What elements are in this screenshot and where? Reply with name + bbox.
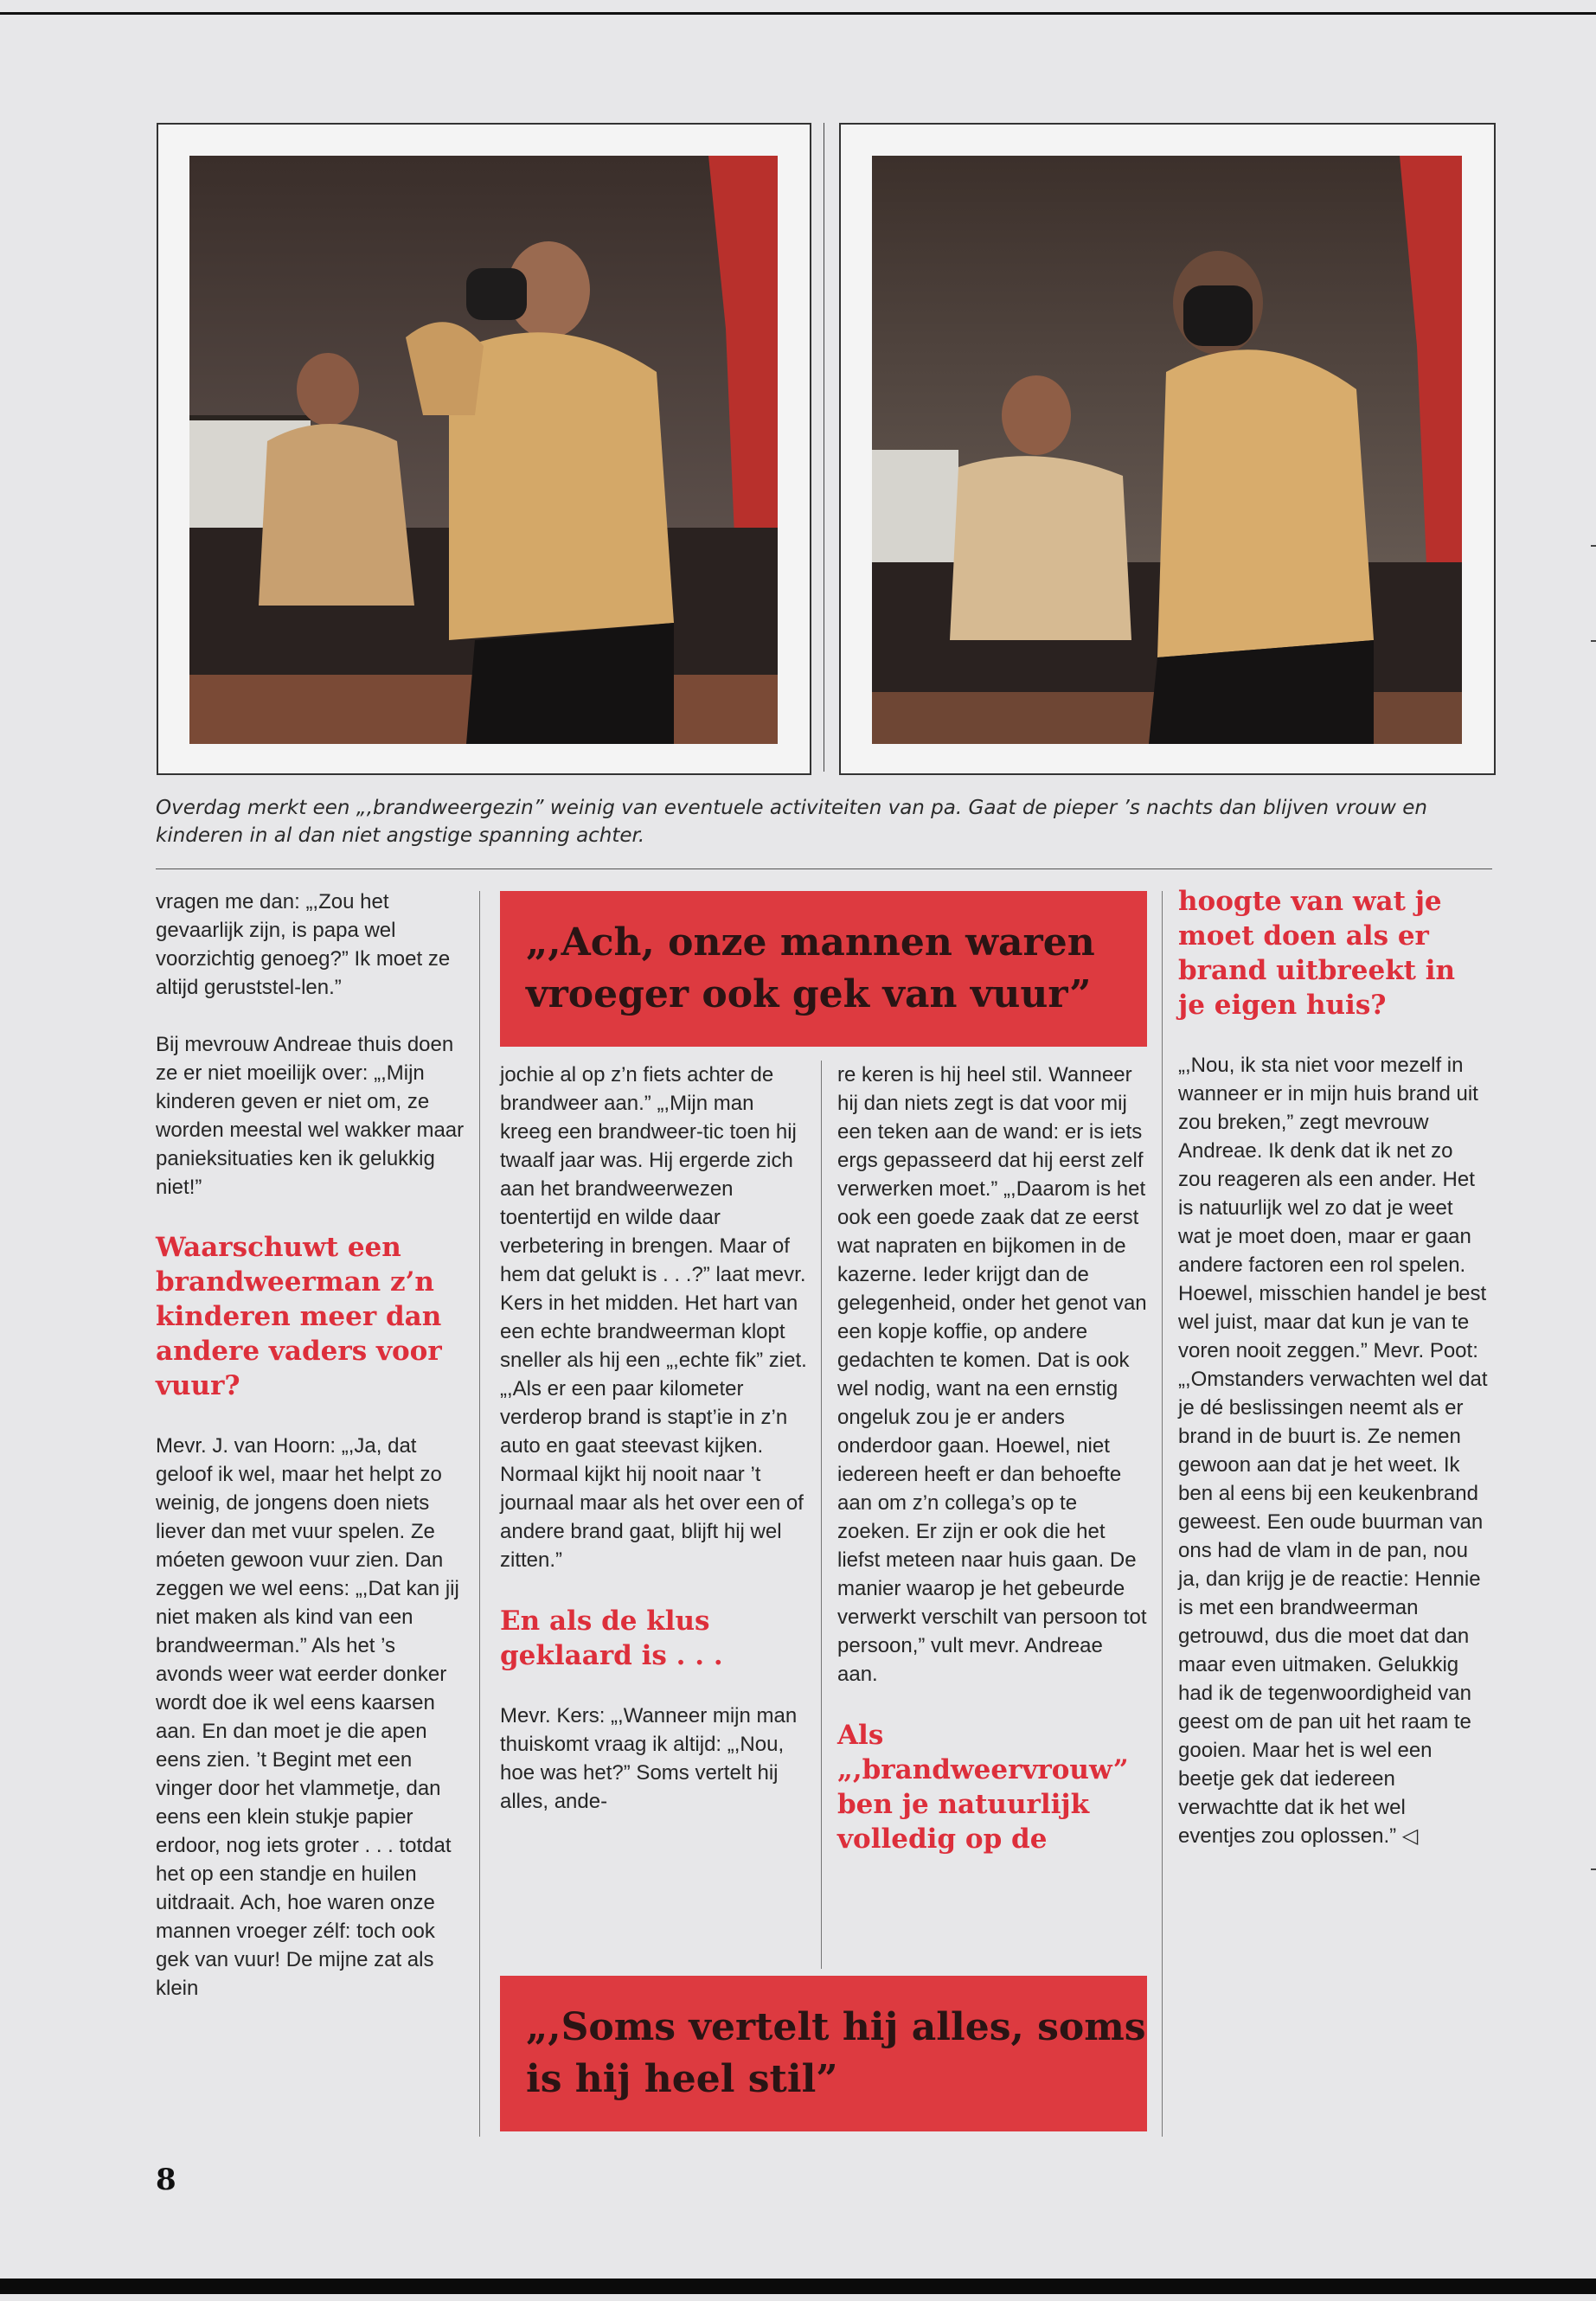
pull-quote-top-text: „,Ach, onze mannen waren vroeger ook gek van vuur” [526, 920, 1095, 1016]
edge-mark [1591, 640, 1596, 642]
col2-paragraph-1: jochie al op z’n fiets achter de brandweer aan.” „,Mijn man kreeg een brandweer-tic toen hij twaalf jaar was. Hij ergerde zich aan het brandweerwezen toentertijd en wilde daar verbetering in brengen. Maar of hem dat gelukt is . . .?” laat mevr. Kers in het midden. Het hart van een echte brandweerman klopt sneller als hij een „,echte fik” ziet. „,Als er een paar kilometer verderop brand is stapt’ie in z’n auto en gaat steevast kijken. Normaal kijkt hij nooit naar ’t journaal maar als het over een of andere brand gaat, blijft hij wel zitten.” [500, 1063, 807, 1572]
article-column-1 [156, 888, 465, 2031]
photo-frame-right [839, 123, 1496, 775]
photo-frame-left [157, 123, 811, 775]
col2-heading: En als de klus geklaard is . . . [500, 1606, 723, 1671]
pull-quote-bottom-text: „,Soms vertelt hij alles, soms is hij heel stil” [526, 2005, 1146, 2101]
article-column-2 [500, 1061, 811, 1844]
top-rule [0, 12, 1596, 15]
article-column-3 [837, 1061, 1147, 1885]
col2-paragraph-2: Mevr. Kers: „,Wanneer mijn man thuiskomt vraag ik altijd: „,Nou, hoe was het?” Soms vertelt hij alles, ande- [500, 1704, 798, 1813]
col1-paragraph-3: Mevr. J. van Hoorn: „,Ja, dat geloof ik wel, maar het helpt zo weinig, de jongens doen niets liever dan met vuur spelen. Ze móeten gewoon vuur zien. Dan zeggen we wel eens: „,Dat kan jij niet maken als kind van een brandweerman.” Als het ’s avonds weer wat eerder donker wordt doe ik wel eens kaarsen aan. En dan moet je die apen eens zien. ’t Begint met een vinger door het vlammetje, dan eens een klein stukje papier erdoor, nog iets groter . . . totdat het op een standje en huilen uitdraait. Ach, hoe waren onze mannen vroeger zélf: toch ook gek van vuur! De mijne zat als klein [156, 1434, 459, 2000]
column-divider-2 [821, 1061, 822, 1969]
col1-heading: Waarschuwt een brandweerman z’n kinderen meer dan andere vaders voor vuur? [156, 1232, 442, 1401]
photo-caption: Overdag merkt een „,brandweergezin” weinig van eventuele activiteiten van pa. Gaat de pieper ’s nachts dan blijven vrouw en kinderen in al dan niet angstige spanning achter. [156, 797, 1427, 847]
column-divider-3 [1162, 891, 1163, 2137]
firefighters-cab-image [189, 156, 778, 744]
col3-paragraph-1: re keren is hij heel stil. Wanneer hij dan niets zegt is dat voor mij een teken aan de wand: er is iets ergs gepasseerd dat hij eerst zelf verwerken moet.” „,Daarom is het ook een goede zaak dat ze eerst wat napraten en bijkomen in de kazerne. Ieder krijgt dan de gelegenheid, onder het genot van een kopje koffie, op andere gedachten te komen. Dat is ook wel nodig, want na een ernstig ongeluk zou je er anders onderdoor gaan. Hoewel, niet iedereen heeft er dan behoefte aan om z’n collega’s op te zoeken. Er zijn er ook die het liefst meteen naar huis gaan. De manier waarop je het gebeurde verwerkt verschilt van persoon tot persoon,” vult mevr. Andreae aan. [837, 1063, 1147, 1686]
column-divider-1 [479, 891, 480, 2137]
col4-heading: hoogte van wat je moet doen als er brand uitbreekt in je eigen huis? [1178, 886, 1456, 1021]
caption-rule [156, 868, 1492, 869]
pull-quote-bottom [500, 1976, 1147, 2131]
col4-paragraph-1: „,Nou, ik sta niet voor mezelf in wanneer er in mijn huis brand uit zou breken,” zegt mevrouw Andreae. Ik denk dat ik net zo zou reageren als een ander. Het is natuurlijk wel zo dat je weet wat je moet doen, maar er gaan andere factoren een rol spelen. Hoewel, misschien handel je best wel juist, maar dat kun je van te voren nooit zeggen.” Mevr. Poot: „,Omstanders verwachten wel dat je dé beslissingen neemt als er brand in de buurt is. Ze nemen gewoon aan dat je het weet. Ik ben al eens bij een keukenbrand geweest. Een oude buurman van ons had de vlam in de pan, nou ja, dan krijg je de reactie: Hennie is met een brandweerman getrouwd, dus die moet dat dan maar even uitmaken. Gelukkig had ik de tegenwoordigheid van geest om de pan uit het raam te gooien. Maar het is wel een beetje gek dat iedereen verwachtte dat ik het wel eventjes zou oplossen.” ◁ [1178, 1054, 1488, 1848]
col1-paragraph-2: Bij mevrouw Andreae thuis doen ze er niet moeilijk over: „,Mijn kinderen geven er niet om, ze worden meestal wel wakker maar panieksituaties ken ik gelukkig niet!” [156, 1033, 465, 1199]
edge-mark [1591, 1868, 1596, 1870]
edge-mark [1591, 545, 1596, 547]
bottom-rule [0, 2279, 1596, 2294]
pull-quote-top [500, 891, 1147, 1047]
firefighters-cab-image-2 [872, 156, 1462, 744]
page-number: 8 [156, 2163, 176, 2197]
col1-paragraph-1: vragen me dan: „,Zou het gevaarlijk zijn, is papa wel voorzichtig genoeg?” Ik moet ze altijd geruststel-len.” [156, 890, 451, 999]
photo-right [872, 156, 1462, 744]
col3-heading: Als „,brandweervrouw” ben je natuurlijk volledig op de [837, 1720, 1129, 1855]
article-column-4 [1178, 884, 1488, 1879]
photo-left [189, 156, 778, 744]
